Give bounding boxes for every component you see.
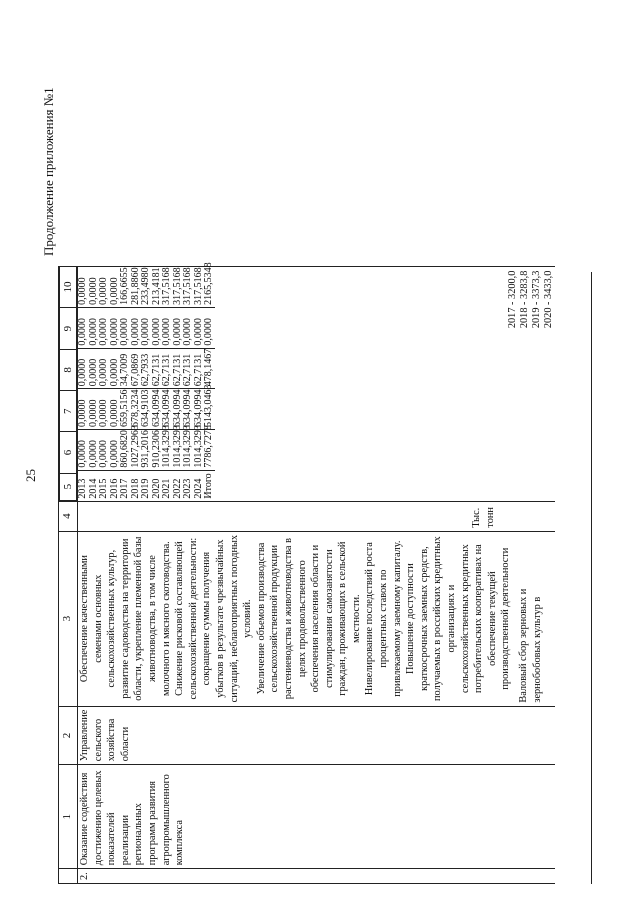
year-cell: 2014 [89, 470, 100, 501]
value-col-10: 166,6655 [119, 267, 130, 305]
value-col-7: 678,3234 [131, 389, 142, 430]
page-number: 25 [23, 469, 38, 482]
year-row [78, 267, 89, 501]
rotated-page [1, 22, 616, 902]
header-col-3: 3 [59, 531, 78, 706]
harvest-value: 2017 - 3200,0 [506, 270, 518, 329]
value-col-8: 67,0869 [131, 348, 142, 389]
year-row [141, 267, 152, 501]
year-row [204, 267, 215, 501]
header-col-1: 1 [59, 765, 78, 869]
value-col-10: 317,5168 [192, 267, 204, 305]
result-item: Снижение рисковой составляющей сельскохозяйственной деятельности: сокращение суммы получения убытков в результате чрезвычайных ситуаций, неблагоприятных погодных условий. [174, 534, 254, 703]
value-col-10: 0,0000 [108, 277, 120, 305]
harvest-unit: Тыс. тонн [471, 507, 496, 528]
year-cell: 2020 [152, 470, 163, 501]
value-col-6: 910,2306 [152, 429, 163, 470]
value-col-8: 34,7009 [120, 348, 131, 389]
value-col-8: 62,7131 [194, 348, 205, 389]
expected-results [78, 531, 555, 706]
header-row [59, 266, 78, 883]
value-col-8: 0,0000 [78, 348, 89, 389]
value-col-6: 0,0000 [89, 429, 100, 470]
value-col-9: 0,0000 [110, 307, 121, 348]
value-col-10: 317,5168 [171, 267, 183, 305]
year-cell: Итого [204, 470, 215, 501]
value-col-8: 0,0000 [89, 348, 100, 389]
value-col-7: 0,0000 [78, 389, 89, 430]
result-item: Обеспечение качественными семенами основных сельскохозяйственных культур, развитие садоводства на территории области, укрепление племенной базы животноводства, в том числе молочного и мясного скотоводства. [79, 536, 172, 701]
value-col-8: 62,7131 [162, 348, 173, 389]
value-col-9: 0,0000 [78, 307, 89, 348]
year-cell: 2016 [110, 470, 121, 501]
value-col-8: 478,1467 [204, 348, 215, 389]
continuation-label: Продолжение приложения №1 [41, 87, 56, 256]
value-col-6: 0,0000 [110, 429, 121, 470]
value-col-8: 0,0000 [99, 348, 110, 389]
year-cell: 2018 [131, 470, 142, 501]
harvest-value: 2018 - 3283,8 [518, 270, 530, 329]
value-col-7: 634,0994 [183, 389, 194, 430]
value-col-6: 0,0000 [78, 429, 89, 470]
value-col-9: 0,0000 [141, 307, 152, 348]
year-cell: 2022 [173, 470, 184, 501]
value-col-7: 634,0994 [194, 389, 205, 430]
value-col-7: 0,0000 [110, 389, 121, 430]
harvest-values [507, 267, 555, 501]
header-col-5: 5 [60, 473, 77, 500]
value-col-8: 62,7933 [141, 348, 152, 389]
value-col-6: 7786,7278 [204, 429, 215, 470]
header-col-7: 7 [60, 391, 77, 432]
table-bottom-border [591, 272, 592, 884]
header-col-2: 2 [59, 706, 78, 765]
value-col-7: 634,0994 [162, 389, 173, 430]
value-col-6: 1014,3293 [183, 429, 194, 470]
year-row [120, 267, 131, 501]
value-col-8: 62,7131 [183, 348, 194, 389]
value-col-9: 0,0000 [131, 307, 142, 348]
value-col-6: 1027,2963 [131, 429, 142, 470]
unit-cell [78, 501, 555, 531]
value-col-9: 0,0000 [194, 307, 205, 348]
value-col-10: 281,8860 [129, 267, 141, 305]
value-col-7: 634,0994 [152, 389, 163, 430]
financing-table [77, 262, 215, 501]
financing-cell [77, 262, 555, 501]
value-col-10: 233,4980 [140, 267, 151, 305]
header-subtable [59, 267, 77, 501]
result-item: Увеличение объемов производства сельскохозяйственной продукции растениеводства и животноводства в целях продовольственного обеспечения населения области и стимулирования самозанятости граждан, проживающих в сельской местности. [255, 538, 362, 700]
value-col-8: 62,7131 [152, 348, 163, 389]
value-col-7: 0,0000 [89, 389, 100, 430]
harvest-value: 2020 - 3433,0 [542, 270, 554, 329]
value-col-7: 634,9103 [141, 389, 152, 430]
header-col-6: 6 [60, 432, 77, 473]
value-col-10: 317,5168 [182, 267, 193, 305]
value-col-10: 0,0000 [98, 277, 109, 305]
value-col-9: 0,0000 [89, 307, 100, 348]
value-col-7: 0,0000 [99, 389, 110, 430]
value-col-6: 1014,3293 [194, 429, 205, 470]
value-col-10: 2165,5348 [203, 262, 214, 305]
value-col-9: 0,0000 [183, 307, 194, 348]
value-col-9: 0,0000 [173, 307, 184, 348]
value-col-9: 0,0000 [99, 307, 110, 348]
value-col-10: 0,0000 [77, 277, 88, 305]
year-cell: 2017 [120, 470, 131, 501]
header-col-4: 4 [59, 501, 78, 531]
value-col-9: 0,0000 [204, 307, 215, 348]
header-col-10: 10 [60, 267, 77, 308]
value-col-10: 0,0000 [87, 277, 99, 305]
row-number: 2. [78, 869, 555, 884]
header-col-num [59, 869, 78, 884]
year-cell: 2019 [141, 470, 152, 501]
year-row [183, 267, 194, 501]
year-row [162, 267, 173, 501]
measure-name: Оказание содействия достижению целевых показателей реализации региональных программ развития агропромышленного комплекса [78, 765, 555, 869]
header-cols-5-10 [59, 266, 78, 501]
value-col-6: 1014,3293 [173, 429, 184, 470]
value-col-6: 0,0000 [99, 429, 110, 470]
header-col-8: 8 [60, 349, 77, 390]
value-col-8: 0,0000 [110, 348, 121, 389]
harvest-label: Валовый сбор зерновых и зернобобовых культур в [518, 588, 543, 703]
value-col-7: 5143,0463 [204, 389, 215, 430]
result-item: Нивелирование последствий роста процентных ставок по привлекаемому заемному капиталу. Повышение доступности краткосрочных заемных средств, получаемых в российских кредитных организациях и сельскохозяйственных кредитных потребительских кооперативах на обеспечение текущей производственной деятельности [364, 536, 512, 701]
value-col-9: 0,0000 [120, 307, 131, 348]
table-row [78, 266, 555, 883]
value-col-10: 317,5168 [161, 267, 172, 305]
value-col-9: 0,0000 [152, 307, 163, 348]
header-col-9: 9 [60, 308, 77, 349]
year-cell: 2024 [194, 470, 205, 501]
value-col-8: 62,7131 [173, 348, 184, 389]
responsible-executor: Управление сельского хозяйства области [78, 706, 555, 765]
program-table [58, 262, 555, 884]
year-row [99, 267, 110, 501]
value-col-6: 1014,3293 [162, 429, 173, 470]
value-col-10: 213,4181 [150, 267, 162, 305]
value-col-6: 860,6820 [120, 429, 131, 470]
year-cell: 2023 [183, 470, 194, 501]
year-cell: 2015 [99, 470, 110, 501]
value-col-9: 0,0000 [162, 307, 173, 348]
harvest-value: 2019 - 3373,3 [530, 270, 542, 329]
value-col-6: 931,2016 [141, 429, 152, 470]
year-cell: 2021 [162, 470, 173, 501]
value-col-7: 634,0994 [173, 389, 184, 430]
value-col-7: 659,5156 [120, 389, 131, 430]
year-cell: 2013 [78, 470, 89, 501]
